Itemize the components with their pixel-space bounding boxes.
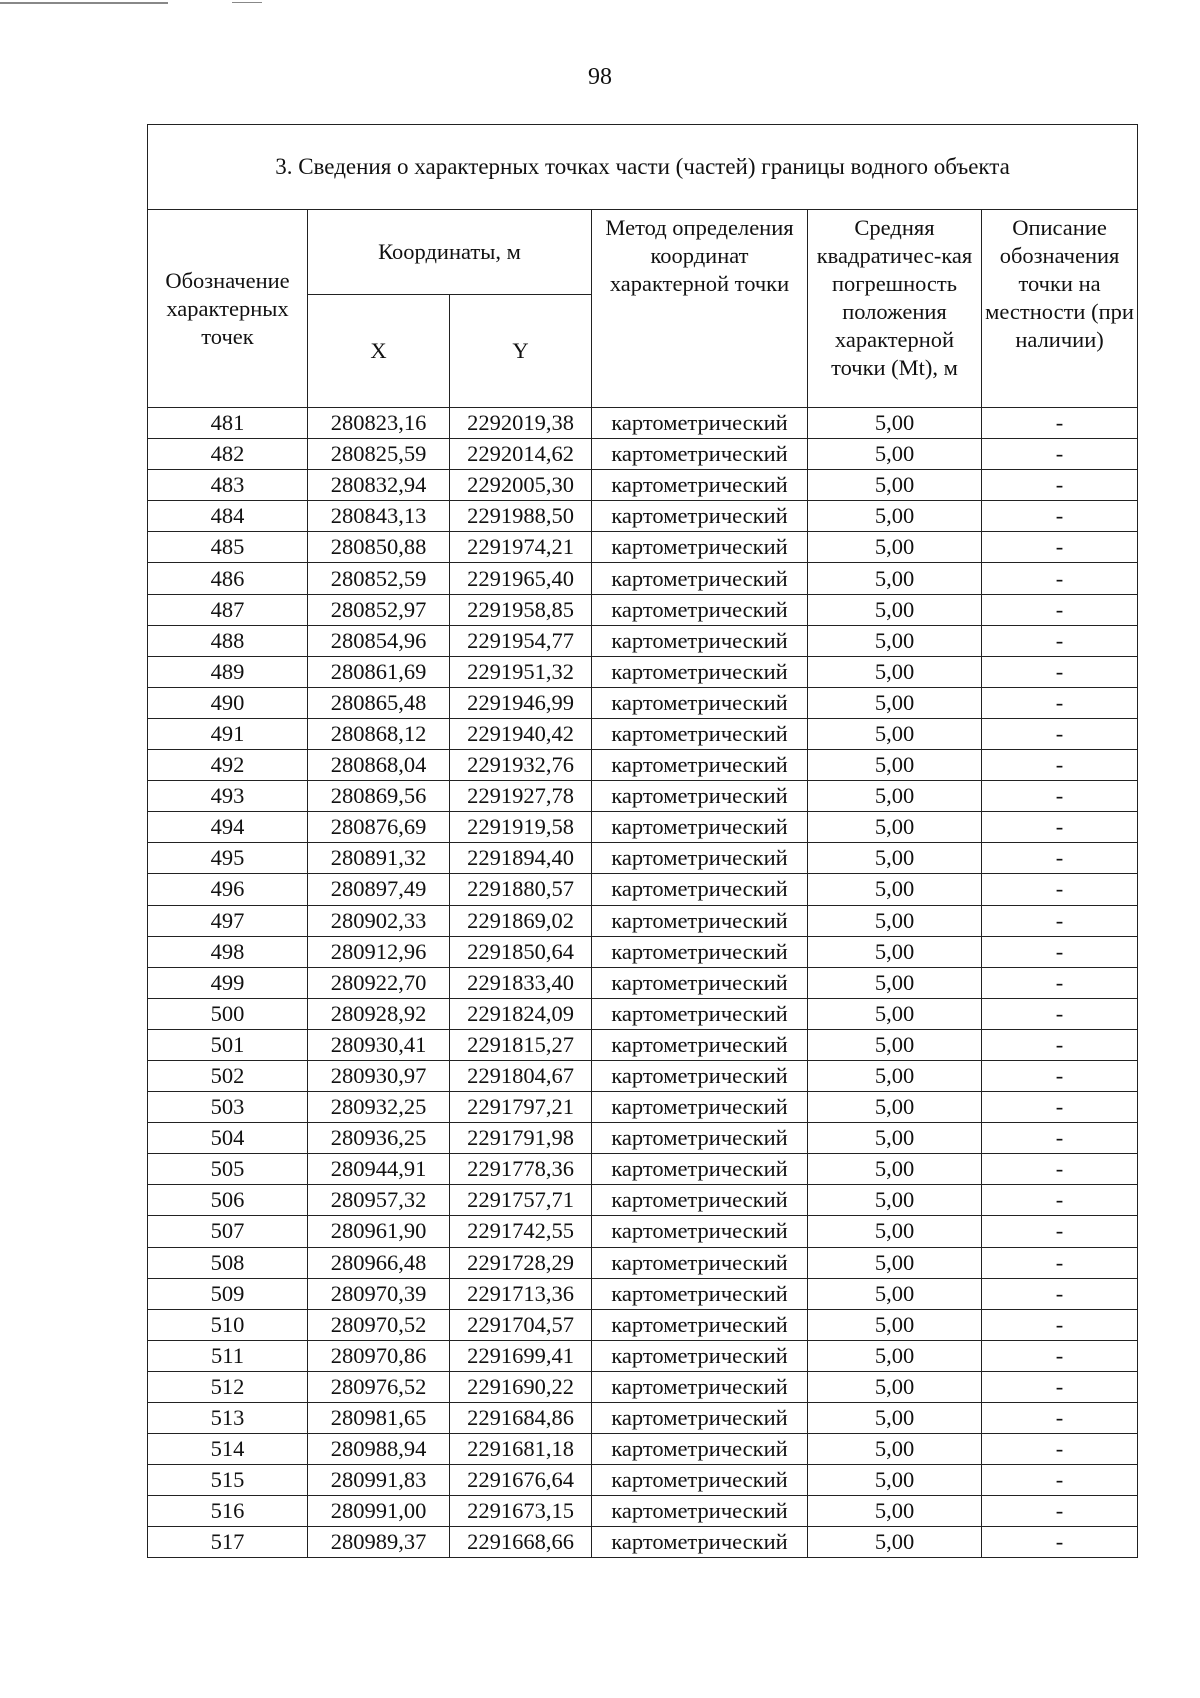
- table-row: [148, 998, 1138, 1029]
- cell-description: -: [982, 936, 1138, 967]
- cell-x: 280991,00: [308, 1496, 450, 1527]
- cell-description: -: [982, 781, 1138, 812]
- cell-error: 5,00: [808, 1309, 982, 1340]
- table-row: [148, 1340, 1138, 1371]
- table-row: [148, 1123, 1138, 1154]
- cell-method: картометрический: [592, 781, 808, 812]
- table-row: [148, 1496, 1138, 1527]
- table-row: [148, 594, 1138, 625]
- table-row: [148, 1278, 1138, 1309]
- cell-x: 280928,92: [308, 998, 450, 1029]
- cell-y: 2291880,57: [450, 874, 592, 905]
- cell-method: картометрический: [592, 843, 808, 874]
- cell-x: 280981,65: [308, 1403, 450, 1434]
- cell-error: 5,00: [808, 687, 982, 718]
- cell-method: картометрический: [592, 1092, 808, 1123]
- table-row: [148, 843, 1138, 874]
- cell-point: 514: [148, 1434, 308, 1465]
- cell-point: 507: [148, 1216, 308, 1247]
- cell-point: 486: [148, 563, 308, 594]
- cell-x: 280970,52: [308, 1309, 450, 1340]
- cell-y: 2291951,32: [450, 656, 592, 687]
- cell-x: 280868,04: [308, 750, 450, 781]
- cell-point: 485: [148, 532, 308, 563]
- table-row: [148, 1527, 1138, 1558]
- cell-x: 280970,86: [308, 1340, 450, 1371]
- cell-method: картометрический: [592, 470, 808, 501]
- cell-description: -: [982, 408, 1138, 439]
- cell-error: 5,00: [808, 501, 982, 532]
- cell-y: 2291927,78: [450, 781, 592, 812]
- cell-error: 5,00: [808, 625, 982, 656]
- cell-description: -: [982, 967, 1138, 998]
- cell-point: 483: [148, 470, 308, 501]
- cell-description: -: [982, 750, 1138, 781]
- cell-x: 280852,59: [308, 563, 450, 594]
- cell-point: 502: [148, 1060, 308, 1091]
- cell-point: 490: [148, 687, 308, 718]
- cell-y: 2291850,64: [450, 936, 592, 967]
- cell-error: 5,00: [808, 563, 982, 594]
- table-row: [148, 408, 1138, 439]
- cell-x: 280912,96: [308, 936, 450, 967]
- cell-x: 280823,16: [308, 408, 450, 439]
- table-row: [148, 1434, 1138, 1465]
- cell-description: -: [982, 1309, 1138, 1340]
- cell-point: 508: [148, 1247, 308, 1278]
- cell-x: 280825,59: [308, 439, 450, 470]
- cell-y: 2291988,50: [450, 501, 592, 532]
- cell-error: 5,00: [808, 750, 982, 781]
- cell-x: 280930,41: [308, 1029, 450, 1060]
- cell-x: 280832,94: [308, 470, 450, 501]
- cell-y: 2291673,15: [450, 1496, 592, 1527]
- cell-error: 5,00: [808, 1278, 982, 1309]
- cell-point: 509: [148, 1278, 308, 1309]
- cell-method: картометрический: [592, 1123, 808, 1154]
- cell-point: 493: [148, 781, 308, 812]
- cell-x: 280869,56: [308, 781, 450, 812]
- cell-x: 280961,90: [308, 1216, 450, 1247]
- cell-y: 2292019,38: [450, 408, 592, 439]
- header-method: Метод определения координат характерной точки: [592, 210, 808, 408]
- cell-point: 515: [148, 1465, 308, 1496]
- cell-error: 5,00: [808, 1029, 982, 1060]
- cell-point: 481: [148, 408, 308, 439]
- cell-x: 280991,83: [308, 1465, 450, 1496]
- cell-y: 2291791,98: [450, 1123, 592, 1154]
- cell-description: -: [982, 501, 1138, 532]
- cell-description: -: [982, 1060, 1138, 1091]
- table-row: [148, 750, 1138, 781]
- cell-description: -: [982, 905, 1138, 936]
- cell-method: картометрический: [592, 874, 808, 905]
- table-row: [148, 1371, 1138, 1402]
- cell-point: 512: [148, 1371, 308, 1402]
- table-row: [148, 905, 1138, 936]
- cell-y: 2291757,71: [450, 1185, 592, 1216]
- cell-point: 510: [148, 1309, 308, 1340]
- cell-error: 5,00: [808, 532, 982, 563]
- cell-method: картометрический: [592, 1309, 808, 1340]
- cell-description: -: [982, 812, 1138, 843]
- cell-point: 484: [148, 501, 308, 532]
- cell-error: 5,00: [808, 781, 982, 812]
- cell-x: 280976,52: [308, 1371, 450, 1402]
- cell-method: картометрический: [592, 532, 808, 563]
- cell-y: 2291954,77: [450, 625, 592, 656]
- page-number: 98: [588, 64, 612, 90]
- header-coordinates: Координаты, м: [308, 210, 592, 295]
- cell-method: картометрический: [592, 625, 808, 656]
- cell-description: -: [982, 1247, 1138, 1278]
- table-row: [148, 967, 1138, 998]
- cell-method: картометрический: [592, 1465, 808, 1496]
- cell-method: картометрический: [592, 1527, 808, 1558]
- cell-method: картометрический: [592, 998, 808, 1029]
- cell-method: картометрический: [592, 718, 808, 749]
- cell-method: картометрический: [592, 936, 808, 967]
- cell-description: -: [982, 1340, 1138, 1371]
- boundary-points-table: [147, 124, 1138, 1558]
- table-row: [148, 1092, 1138, 1123]
- cell-method: картометрический: [592, 439, 808, 470]
- cell-y: 2291676,64: [450, 1465, 592, 1496]
- cell-error: 5,00: [808, 998, 982, 1029]
- cell-error: 5,00: [808, 1060, 982, 1091]
- table-row: [148, 656, 1138, 687]
- header-point-designation: Обозначение характерных точек: [148, 210, 308, 408]
- cell-method: картометрический: [592, 1403, 808, 1434]
- cell-point: 504: [148, 1123, 308, 1154]
- cell-point: 499: [148, 967, 308, 998]
- cell-description: -: [982, 1434, 1138, 1465]
- cell-point: 498: [148, 936, 308, 967]
- cell-error: 5,00: [808, 470, 982, 501]
- cell-error: 5,00: [808, 936, 982, 967]
- scan-artifact-dash: [232, 2, 262, 3]
- cell-error: 5,00: [808, 1496, 982, 1527]
- cell-description: -: [982, 625, 1138, 656]
- cell-error: 5,00: [808, 967, 982, 998]
- cell-description: -: [982, 563, 1138, 594]
- cell-error: 5,00: [808, 1340, 982, 1371]
- table-row: [148, 1216, 1138, 1247]
- cell-x: 280957,32: [308, 1185, 450, 1216]
- table-row: [148, 1403, 1138, 1434]
- table-row: [148, 812, 1138, 843]
- header-mean-error: Средняя квадратичес-кая погрешность положения характерной точки (Mt), м: [808, 210, 982, 408]
- cell-method: картометрический: [592, 1340, 808, 1371]
- cell-description: -: [982, 1185, 1138, 1216]
- cell-y: 2291797,21: [450, 1092, 592, 1123]
- cell-description: -: [982, 843, 1138, 874]
- cell-point: 511: [148, 1340, 308, 1371]
- cell-y: 2291958,85: [450, 594, 592, 625]
- cell-description: -: [982, 594, 1138, 625]
- cell-description: -: [982, 1029, 1138, 1060]
- cell-method: картометрический: [592, 687, 808, 718]
- table-row: [148, 625, 1138, 656]
- cell-description: -: [982, 1278, 1138, 1309]
- table-row: [148, 1185, 1138, 1216]
- table-row: [148, 1247, 1138, 1278]
- cell-x: 280988,94: [308, 1434, 450, 1465]
- cell-y: 2291824,09: [450, 998, 592, 1029]
- cell-method: картометрический: [592, 1154, 808, 1185]
- table-row: [148, 1029, 1138, 1060]
- cell-x: 280850,88: [308, 532, 450, 563]
- cell-y: 2291894,40: [450, 843, 592, 874]
- cell-point: 497: [148, 905, 308, 936]
- cell-description: -: [982, 998, 1138, 1029]
- cell-method: картометрический: [592, 1434, 808, 1465]
- table-row: [148, 470, 1138, 501]
- cell-y: 2291728,29: [450, 1247, 592, 1278]
- cell-method: картометрический: [592, 501, 808, 532]
- cell-x: 280876,69: [308, 812, 450, 843]
- cell-method: картометрический: [592, 1216, 808, 1247]
- cell-error: 5,00: [808, 439, 982, 470]
- header-y: Y: [450, 295, 592, 408]
- cell-point: 516: [148, 1496, 308, 1527]
- cell-method: картометрический: [592, 812, 808, 843]
- cell-y: 2291965,40: [450, 563, 592, 594]
- table-row: [148, 781, 1138, 812]
- cell-y: 2291932,76: [450, 750, 592, 781]
- cell-error: 5,00: [808, 1434, 982, 1465]
- cell-point: 501: [148, 1029, 308, 1060]
- cell-point: 491: [148, 718, 308, 749]
- cell-y: 2291946,99: [450, 687, 592, 718]
- cell-x: 280843,13: [308, 501, 450, 532]
- cell-error: 5,00: [808, 718, 982, 749]
- cell-x: 280922,70: [308, 967, 450, 998]
- cell-y: 2291869,02: [450, 905, 592, 936]
- cell-method: картометрический: [592, 1278, 808, 1309]
- cell-y: 2291804,67: [450, 1060, 592, 1091]
- cell-x: 280944,91: [308, 1154, 450, 1185]
- table-row: [148, 936, 1138, 967]
- cell-point: 496: [148, 874, 308, 905]
- cell-method: картометрический: [592, 408, 808, 439]
- cell-error: 5,00: [808, 1403, 982, 1434]
- cell-point: 500: [148, 998, 308, 1029]
- cell-point: 506: [148, 1185, 308, 1216]
- cell-y: 2291704,57: [450, 1309, 592, 1340]
- cell-description: -: [982, 1403, 1138, 1434]
- cell-method: картометрический: [592, 1060, 808, 1091]
- table-row: [148, 1309, 1138, 1340]
- cell-method: картометрический: [592, 1496, 808, 1527]
- cell-method: картометрический: [592, 594, 808, 625]
- cell-y: 2292005,30: [450, 470, 592, 501]
- cell-point: 492: [148, 750, 308, 781]
- cell-point: 505: [148, 1154, 308, 1185]
- cell-x: 280891,32: [308, 843, 450, 874]
- cell-error: 5,00: [808, 812, 982, 843]
- cell-x: 280989,37: [308, 1527, 450, 1558]
- cell-error: 5,00: [808, 1123, 982, 1154]
- cell-error: 5,00: [808, 874, 982, 905]
- cell-y: 2291919,58: [450, 812, 592, 843]
- table-row: [148, 1465, 1138, 1496]
- cell-error: 5,00: [808, 1527, 982, 1558]
- cell-point: 482: [148, 439, 308, 470]
- cell-y: 2291684,86: [450, 1403, 592, 1434]
- cell-error: 5,00: [808, 905, 982, 936]
- cell-description: -: [982, 1216, 1138, 1247]
- cell-x: 280897,49: [308, 874, 450, 905]
- table-row: [148, 1060, 1138, 1091]
- cell-point: 488: [148, 625, 308, 656]
- cell-description: -: [982, 1371, 1138, 1402]
- cell-description: -: [982, 1154, 1138, 1185]
- cell-error: 5,00: [808, 1465, 982, 1496]
- cell-method: картометрический: [592, 656, 808, 687]
- table-row: [148, 874, 1138, 905]
- cell-error: 5,00: [808, 843, 982, 874]
- table-row: [148, 532, 1138, 563]
- cell-error: 5,00: [808, 408, 982, 439]
- cell-error: 5,00: [808, 1154, 982, 1185]
- cell-description: -: [982, 532, 1138, 563]
- cell-point: 513: [148, 1403, 308, 1434]
- cell-error: 5,00: [808, 594, 982, 625]
- cell-y: 2291681,18: [450, 1434, 592, 1465]
- cell-y: 2291690,22: [450, 1371, 592, 1402]
- cell-x: 280932,25: [308, 1092, 450, 1123]
- cell-x: 280865,48: [308, 687, 450, 718]
- table-row: [148, 1154, 1138, 1185]
- cell-y: 2291974,21: [450, 532, 592, 563]
- cell-y: 2291668,66: [450, 1527, 592, 1558]
- cell-error: 5,00: [808, 1371, 982, 1402]
- cell-x: 280936,25: [308, 1123, 450, 1154]
- cell-description: -: [982, 1527, 1138, 1558]
- cell-y: 2291713,36: [450, 1278, 592, 1309]
- cell-method: картометрический: [592, 750, 808, 781]
- cell-description: -: [982, 718, 1138, 749]
- cell-method: картометрический: [592, 563, 808, 594]
- cell-point: 487: [148, 594, 308, 625]
- cell-error: 5,00: [808, 656, 982, 687]
- cell-method: картометрический: [592, 1029, 808, 1060]
- header-description: Описание обозначения точки на местности (при наличии): [982, 210, 1138, 408]
- cell-x: 280966,48: [308, 1247, 450, 1278]
- cell-x: 280902,33: [308, 905, 450, 936]
- section-title: 3. Сведения о характерных точках части (частей) границы водного объекта: [148, 125, 1138, 210]
- cell-method: картометрический: [592, 967, 808, 998]
- cell-description: -: [982, 874, 1138, 905]
- cell-point: 517: [148, 1527, 308, 1558]
- table-row: [148, 563, 1138, 594]
- table-row: [148, 718, 1138, 749]
- scan-artifact-line: [0, 2, 168, 4]
- cell-y: 2291815,27: [450, 1029, 592, 1060]
- cell-point: 489: [148, 656, 308, 687]
- cell-x: 280970,39: [308, 1278, 450, 1309]
- cell-description: -: [982, 1123, 1138, 1154]
- table-body: [148, 408, 1138, 1558]
- cell-x: 280930,97: [308, 1060, 450, 1091]
- table-row: [148, 501, 1138, 532]
- cell-error: 5,00: [808, 1216, 982, 1247]
- cell-y: 2291699,41: [450, 1340, 592, 1371]
- cell-point: 503: [148, 1092, 308, 1123]
- cell-description: -: [982, 1092, 1138, 1123]
- cell-method: картометрический: [592, 1371, 808, 1402]
- cell-y: 2291833,40: [450, 967, 592, 998]
- cell-description: -: [982, 687, 1138, 718]
- cell-x: 280854,96: [308, 625, 450, 656]
- cell-x: 280852,97: [308, 594, 450, 625]
- cell-method: картометрический: [592, 905, 808, 936]
- cell-description: -: [982, 470, 1138, 501]
- cell-description: -: [982, 1496, 1138, 1527]
- cell-description: -: [982, 656, 1138, 687]
- cell-x: 280868,12: [308, 718, 450, 749]
- table-row: [148, 439, 1138, 470]
- cell-error: 5,00: [808, 1247, 982, 1278]
- cell-point: 494: [148, 812, 308, 843]
- header-x: X: [308, 295, 450, 408]
- cell-y: 2291742,55: [450, 1216, 592, 1247]
- cell-error: 5,00: [808, 1185, 982, 1216]
- cell-y: 2291778,36: [450, 1154, 592, 1185]
- table-row: [148, 687, 1138, 718]
- cell-description: -: [982, 439, 1138, 470]
- cell-point: 495: [148, 843, 308, 874]
- cell-description: -: [982, 1465, 1138, 1496]
- cell-method: картометрический: [592, 1185, 808, 1216]
- cell-method: картометрический: [592, 1247, 808, 1278]
- cell-y: 2291940,42: [450, 718, 592, 749]
- cell-error: 5,00: [808, 1092, 982, 1123]
- cell-y: 2292014,62: [450, 439, 592, 470]
- cell-x: 280861,69: [308, 656, 450, 687]
